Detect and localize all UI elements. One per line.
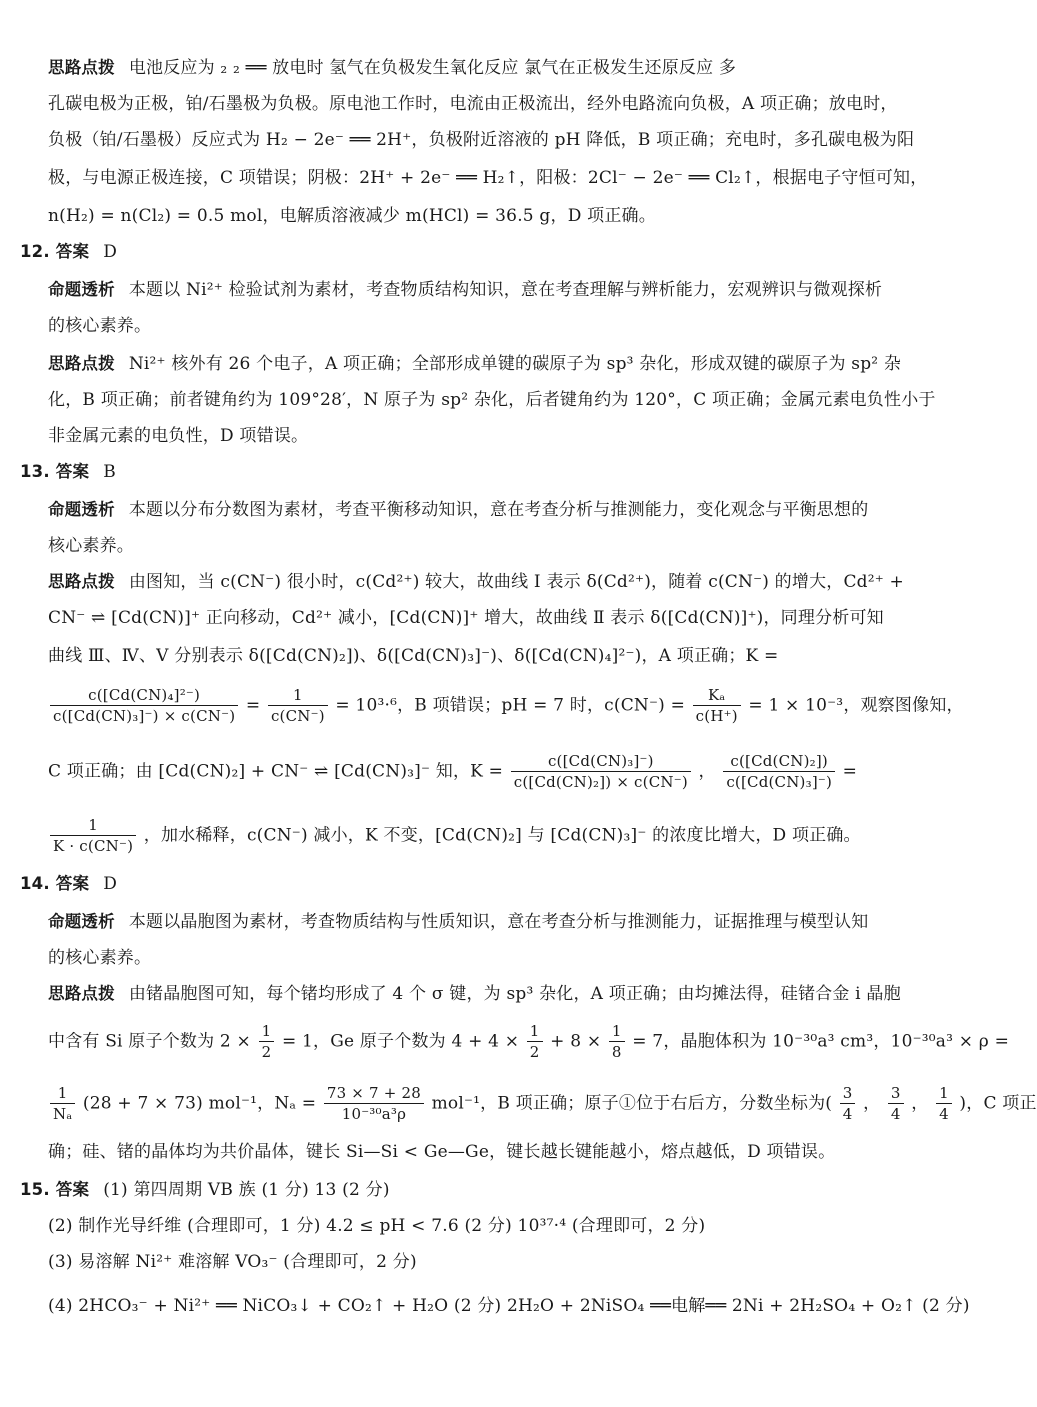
q11-line-3: 负极（铂/石墨极）反应式为 H₂ − 2e⁻ ══ 2H⁺，负极附近溶液的 pH 降低，B 项正确；充电时，多孔碳电极为阳 xyxy=(48,130,915,150)
q11-line-1 xyxy=(48,56,930,80)
q13-fraction-k3 xyxy=(511,751,691,792)
q13-number: 13. 答案 xyxy=(20,462,90,481)
q13-line-4: CN⁻ ⇌ [Cd(CN)]⁺ 正向移动，Cd²⁺ 减小，[Cd(CN)]⁺ 增大，故曲线 Ⅱ 表示 δ([Cd(CN)]⁺)，同理分析可知 xyxy=(48,608,884,628)
q12-line-1 xyxy=(48,278,930,302)
q12-line-4: 化，B 项正确；前者键角约为 109°28′，N 原子为 sp² 杂化，后者键角约为 120°，C 项正确；金属元素电负性小于 xyxy=(48,390,936,410)
q14-line-4 xyxy=(48,1016,1010,1067)
q14-analysis-label: 命题透析 xyxy=(48,912,115,931)
fraction-one-quarter xyxy=(936,1083,952,1124)
q12-number: 12. 答案 xyxy=(20,242,90,261)
q13-line-7 xyxy=(48,746,930,797)
q14-line-2: 的核心素养。 xyxy=(48,948,152,968)
q14-text-4d: = 7，晶胞体积为 10⁻³⁰a³ cm³，10⁻³⁰a³ × ρ = xyxy=(632,1031,1010,1052)
q14-line-3 xyxy=(48,982,930,1006)
q14-text-5b: mol⁻¹，B 项正确；原子①位于右后方，分数坐标为( xyxy=(431,1093,833,1114)
q13-text-7a: C 项正确；由 [Cd(CN)₂] + CN⁻ ⇌ [Cd(CN)₃]⁻ 知，K = xyxy=(48,761,504,782)
q14-hint-label: 思路点拨 xyxy=(48,984,115,1003)
q15-answer-2: (2) 制作光导纤维 (合理即可，1 分) 4.2 ≤ pH < 7.6 (2 分) 10³⁷·⁴ (合理即可，2 分) xyxy=(48,1216,706,1236)
frac-numerator: Kₐ xyxy=(693,685,741,706)
frac-numerator: c([Cd(CN)₃]⁻) xyxy=(511,751,691,772)
q13-text-3: 由图知，当 c(CN⁻) 很小时，c(Cd²⁺) 较大，故曲线 Ⅰ 表示 δ(Cd²⁺)，随着 c(CN⁻) 的增大，Cd²⁺ + xyxy=(128,572,905,592)
q13-answer: B xyxy=(103,462,116,482)
q11-line-2: 孔碳电极为正极，铂/石墨极为负极。原电池工作时，电流由正极流出，经外电路流向负极，A 项正确；放电时， xyxy=(48,94,898,114)
comma: ， xyxy=(863,1093,881,1114)
frac-denominator: K · c(CN⁻) xyxy=(53,837,134,855)
frac-denominator: 4 xyxy=(939,1105,949,1123)
fraction-three-quarters xyxy=(840,1083,856,1124)
frac-denominator: 4 xyxy=(842,1105,853,1123)
q15-answer-1: (1) 第四周期 ⅤB 族 (1 分) 13 (2 分) xyxy=(103,1180,390,1200)
fraction-one-half xyxy=(527,1021,543,1062)
frac-denominator: Nₐ xyxy=(53,1105,73,1123)
q13-text-6c: = 1 × 10⁻³，观察图像知， xyxy=(748,695,964,716)
frac-denominator: 8 xyxy=(611,1043,622,1061)
q14-text-3: 由锗晶胞图可知，每个锗均形成了 4 个 σ 键，为 sp³ 杂化，A 项正确；由均摊法得，硅锗合金 ⅰ 晶胞 xyxy=(128,984,901,1004)
frac-numerator: 1 xyxy=(609,1021,625,1042)
q14-answer-line xyxy=(20,872,930,896)
frac-numerator: 1 xyxy=(936,1083,952,1104)
q15-answer-line xyxy=(20,1178,930,1202)
q11-line-4: 极，与电源正极连接，C 项错误；阴极：2H⁺ + 2e⁻ ══ H₂↑，阳极：2Cl⁻ − 2e⁻ ══ Cl₂↑，根据电子守恒可知， xyxy=(48,168,928,188)
frac-denominator: 2 xyxy=(261,1043,272,1061)
q14-text-4b: = 1，Ge 原子个数为 4 + 4 × xyxy=(281,1031,520,1052)
frac-numerator: 3 xyxy=(888,1083,904,1104)
frac-denominator: 10⁻³⁰a³ρ xyxy=(341,1105,407,1123)
q12-text-3: Ni²⁺ 核外有 26 个电子，A 项正确；全部形成单键的碳原子为 sp³ 杂化，形成双键的碳原子为 sp² 杂 xyxy=(128,354,902,374)
q14-line-6: 确；硅、锗的晶体均为共价晶体，键长 Si—Si < Ge—Ge，键长越长键能越小，熔点越低，D 项错误。 xyxy=(48,1142,836,1162)
frac-denominator: c([Cd(CN)₃]⁻) xyxy=(726,773,833,791)
q13-line-1 xyxy=(48,498,930,522)
frac-numerator: 1 xyxy=(259,1021,275,1042)
frac-denominator: 4 xyxy=(890,1105,901,1123)
q14-text-5c: )，C 项正 xyxy=(959,1093,1037,1114)
frac-denominator: c(CN⁻) xyxy=(270,707,325,725)
equals-sign: = xyxy=(245,695,261,716)
q12-line-5: 非金属元素的电负性，D 项错误。 xyxy=(48,426,309,446)
q14-line-1 xyxy=(48,910,930,934)
frac-numerator: 1 xyxy=(527,1021,543,1042)
q13-line-2: 核心素养。 xyxy=(48,536,134,556)
q13-text-6b: = 10³·⁶，B 项错误；pH = 7 时，c(CN⁻) = xyxy=(335,695,686,716)
q13-analysis-label: 命题透析 xyxy=(48,500,115,519)
frac-numerator: c([Cd(CN)₂]) xyxy=(723,751,835,772)
q12-answer: D xyxy=(103,242,118,262)
q14-text-4c: + 8 × xyxy=(550,1031,602,1052)
comma: ， xyxy=(911,1093,929,1114)
equals-sign: = xyxy=(842,761,858,782)
q14-text-1: 本题以晶胞图为素材，考查物质结构与性质知识，意在考查分析与推测能力，证据推理与模型认知 xyxy=(128,912,869,932)
q14-answer: D xyxy=(103,874,118,894)
fraction-three-quarters xyxy=(888,1083,904,1124)
q13-fraction-inv-k xyxy=(50,815,136,856)
fraction-na xyxy=(324,1083,424,1124)
q13-fraction-inv-cn xyxy=(268,685,328,726)
q12-line-3 xyxy=(48,352,930,376)
frac-numerator: 1 xyxy=(50,1083,75,1104)
comma: ， xyxy=(698,761,716,782)
q13-fraction-ratio xyxy=(723,751,835,792)
q15-answer-4: (4) 2HCO₃⁻ + Ni²⁺ ══ NiCO₃↓ + CO₂↑ + H₂O (2 分) 2H₂O + 2NiSO₄ ══电解══ 2Ni + 2H₂SO₄ + O₂↑ (2 分) xyxy=(48,1296,970,1316)
q14-line-5 xyxy=(48,1078,1037,1129)
frac-denominator: c(H⁺) xyxy=(695,707,738,725)
frac-denominator: c([Cd(CN)₂]) × c(CN⁻) xyxy=(513,773,688,791)
q14-text-4a: 中含有 Si 原子个数为 2 × xyxy=(48,1031,251,1052)
q13-line-8 xyxy=(48,810,930,861)
q13-fraction-k4 xyxy=(50,685,238,726)
q13-answer-line xyxy=(20,460,930,484)
q13-line-6 xyxy=(48,680,964,731)
q12-text-1: 本题以 Ni²⁺ 检验试剂为素材，考查物质结构知识，意在考查理解与辨析能力，宏观辨识与微观探析 xyxy=(128,280,883,300)
frac-numerator: 3 xyxy=(840,1083,856,1104)
q13-hint-label: 思路点拨 xyxy=(48,572,115,591)
fraction-inv-na xyxy=(50,1083,75,1124)
fraction-one-half xyxy=(259,1021,275,1062)
q13-fraction-ka xyxy=(693,685,741,726)
q13-line-3 xyxy=(48,570,930,594)
q12-hint-label: 思路点拨 xyxy=(48,354,115,373)
q12-line-2: 的核心素养。 xyxy=(48,316,152,336)
frac-denominator: c([Cd(CN)₃]⁻) × c(CN⁻) xyxy=(53,707,236,725)
frac-numerator: 73 × 7 + 28 xyxy=(324,1083,424,1104)
q14-text-5a: (28 + 7 × 73) mol⁻¹，Nₐ = xyxy=(82,1093,317,1114)
q15-number: 15. 答案 xyxy=(20,1180,90,1199)
q11-hint-label: 思路点拨 xyxy=(48,58,115,77)
q14-number: 14. 答案 xyxy=(20,874,90,893)
q15-answer-3: (3) 易溶解 Ni²⁺ 难溶解 VO₃⁻ (合理即可，2 分) xyxy=(48,1252,417,1272)
fraction-one-eighth xyxy=(609,1021,625,1062)
q13-text-1: 本题以分布分数图为素材，考查平衡移动知识，意在考查分析与推测能力，变化观念与平衡思想的 xyxy=(128,500,869,520)
frac-numerator: 1 xyxy=(50,815,136,836)
frac-numerator: c([Cd(CN)₄]²⁻) xyxy=(50,685,238,706)
q12-analysis-label: 命题透析 xyxy=(48,280,115,299)
q11-line-5: n(H₂) = n(Cl₂) = 0.5 mol，电解质溶液减少 m(HCl) = 36.5 g，D 项正确。 xyxy=(48,206,656,226)
q13-text-8: ，加水稀释，c(CN⁻) 减小，K 不变，[Cd(CN)₂] 与 [Cd(CN)₃]⁻ 的浓度比增大，D 项正确。 xyxy=(143,825,861,846)
q11-text-1: 电池反应为 ₂ ₂ ══ 放电时 氢气在负极发生氧化反应 氯气在正极发生还原反应 多 xyxy=(128,58,737,78)
frac-numerator: 1 xyxy=(268,685,328,706)
frac-denominator: 2 xyxy=(529,1043,540,1061)
q13-line-5: 曲线 Ⅲ、Ⅳ、Ⅴ 分别表示 δ([Cd(CN)₂])、δ([Cd(CN)₃]⁻)、δ([Cd(CN)₄]²⁻)，A 项正确；K = xyxy=(48,646,779,666)
q12-answer-line xyxy=(20,240,930,264)
